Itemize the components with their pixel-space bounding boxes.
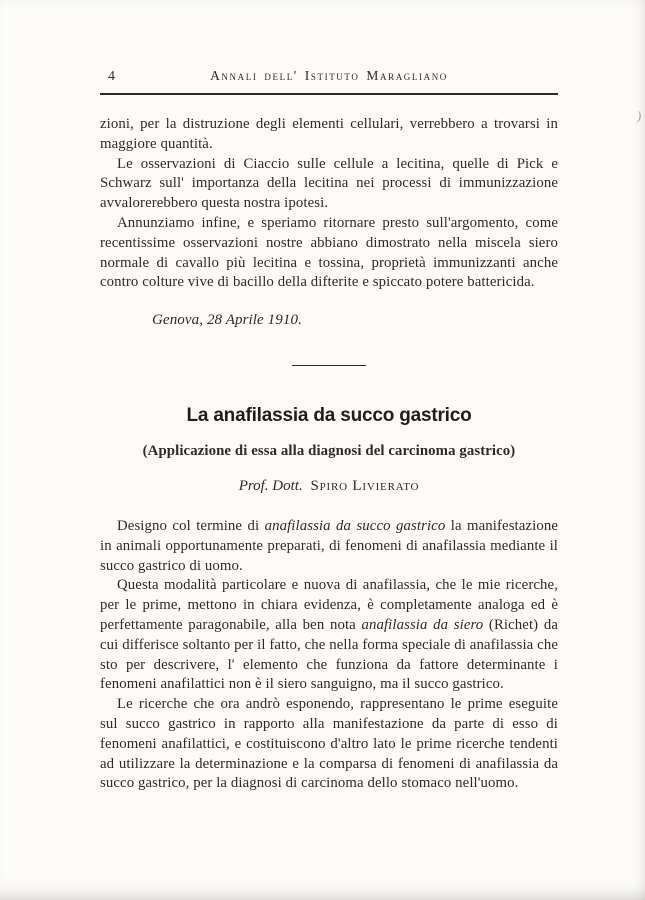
paragraph-text: Le ricerche che ora andrò esponendo, rappresentano le prime eseguite sul succo gastrico in rapporto alla manifestazione da parte di esso di fenomeni anafilattici, e costituiscono d'altro lato le prime ricerche tendenti ad utilizzare la determinazione e la comparsa di fenomeni di anafilassia da succo gastrico, per la diagnosi di carcinoma dello stomaco nell'uomo. [100,696,558,792]
article-body [100,517,558,794]
intro-paragraph-2: Le osservazioni di Ciaccio sulle cellule a lecitina, quelle di Pick e Schwarz sull' importanza della lecitina nei processi di immunizzazione avvalorerebbero questa nostra ipotesi. [100,155,558,212]
article-paragraph-2 [100,576,558,695]
paragraph-text: la manifestazione in animali opportunamente preparati, di fenomeni di anafilassia mediante il succo gastrico di uomo. [100,517,558,574]
author-prefix: Prof. Dott. [238,477,303,494]
article-paragraph-1 [100,517,558,576]
paragraph-text: (Richet) da cui differisce soltanto per il fatto, che nella forma speciale di anafilassia che sto per descrivere, l' elemento che funziona da fattore determinante i fenomeni anafilattici non è il siero sanguigno, ma il succo gastrico. [100,616,558,693]
scan-edge-artifact: ) [635,107,643,124]
intro-paragraph-1: zioni, per la distruzione degli elementi cellulari, verrebbero a trovarsi in maggiore quantità. [100,116,558,152]
intro-paragraph-3: Annunziamo infine, e speriamo ritornare presto sull'argomento, come recentissime osservazioni nostre abbiano dimostrato nella miscela siero normale di cavallo più lecitina e tossina, proprietà immunizzanti anche contro colture vive di bacillo della difterite e spiccato potere battericida. [100,214,558,291]
section-separator-rule [292,365,366,366]
paragraph-text: Designo col termine di [117,517,265,534]
paragraph-italic-term: anafilassia da succo gastrico [264,517,446,534]
intro-section [100,115,558,331]
article-paragraph-3 [100,695,558,794]
author-line [100,478,558,495]
running-head [100,68,558,85]
article-title: La anafilassia da succo gastrico [186,404,472,426]
article-subtitle: (Applicazione di essa alla diagnosi del carcinoma gastrico) [142,442,516,459]
paragraph-italic-term: anafilassia da siero [361,616,484,633]
dateline: Genova, 28 Aprile 1910. [152,312,302,329]
author-name: Spiro Livierato [310,477,420,494]
page-number: 4 [108,69,115,84]
journal-header-title: Annali dell' Istituto Maragliano [210,68,448,83]
paragraph-text: Questa modalità particolare e nuova di anafilassia, che le mie ricerche, per le prime, mettono in chiara evidenza, è completamente analoga ed è perfettamente paragonabile, alla ben nota [100,577,558,633]
header-rule [100,93,558,95]
